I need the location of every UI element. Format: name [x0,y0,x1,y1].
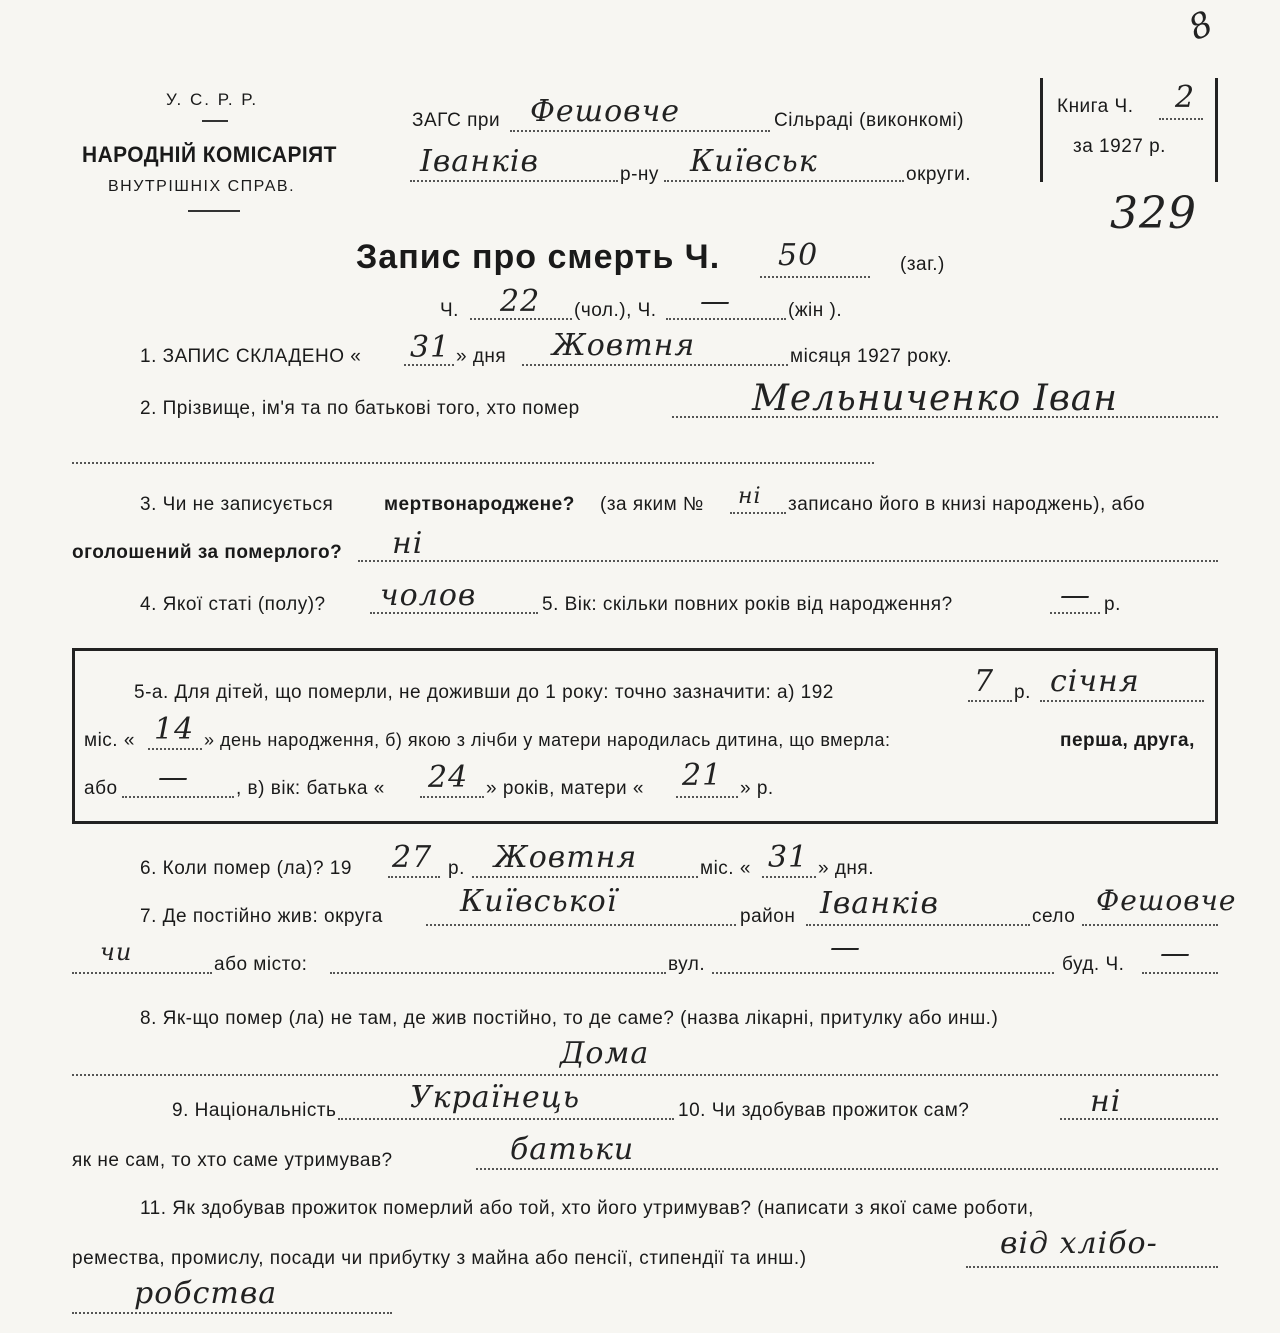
male-number: 22 [500,284,541,319]
header-divider-top [202,120,228,122]
item11-answer-line2 [72,1312,392,1314]
item11-answer2: робства [134,1276,278,1311]
item2-label: 2. Прізвище, ім'я та по батькові того, хто помер [140,398,580,419]
item7-building: — [1160,936,1191,971]
item9-label: 9. Національність [172,1100,337,1121]
item5a-month: січня [1050,664,1140,699]
item6-label: 6. Коли помер (ла)? 19 [140,858,352,879]
zags-district-line [410,180,618,182]
item10-label-b: як не сам, то хто саме утримував? [72,1150,393,1171]
item5a-line2-b: » день народження, б) якою з лічби у матери народилась дитина, що вмерла: [204,730,891,750]
item5a-father-age: 24 [428,760,469,795]
item5a-day-line [148,748,202,750]
zags-okruha: Київськ [690,144,818,179]
item5a-line1: 5-а. Для дітей, що померли, не доживши до 1 року: точно зазначити: а) 192 [134,682,834,703]
item6-mid: міс. « [700,858,751,879]
item5-age-label: 5. Вік: скільки повних років від народження? [542,594,953,615]
item5a-line3-b: , в) вік: батька « [236,778,385,799]
item1-day: 31 [410,330,451,365]
item7-building-label: буд. Ч. [1062,954,1125,975]
item8-label: 8. Як-що помер (ла) не там, де жив постійно, то де саме? (назва лікарні, притулку або инш.) [140,1008,999,1029]
item8-place: Дома [560,1036,650,1071]
item7-village-cont: чи [100,938,133,966]
commissariat-heading: НАРОДНІЙ КОМІСАРІЯТ [82,142,337,167]
item6-day-line [762,876,816,878]
margin-mark-top-right: 8 [1182,3,1221,49]
item5a-line3-d: » р. [740,778,774,799]
item1-mid: » дня [456,346,507,367]
item7-village-label: село [1032,906,1076,927]
record-number-line [760,276,870,278]
item7-district: Іванків [820,886,939,921]
item7-village: Фешовче [1096,884,1237,917]
item4-label: 4. Якої статі (полу)? [140,594,326,615]
deceased-name: Мельниченко Іван [752,378,1118,419]
item10-label: 10. Чи здобував прожиток сам? [678,1100,970,1121]
item5a-order-line [122,796,234,798]
item7-street-line [712,972,1054,974]
item7-building-line [1142,972,1218,974]
item1-month-line [522,364,788,366]
female-number: — [700,284,731,319]
item7-city-line [330,972,666,974]
item10-answer: ні [1090,1084,1122,1119]
item3-label-c: записано його в книзі народжень), або [788,494,1146,515]
item9-nationality: Українець [410,1080,581,1115]
book-label: Книга Ч. [1057,96,1134,117]
zags-prefix: ЗАГС при [412,110,501,131]
zags-okruha-line [664,180,904,182]
item1-label: 1. ЗАПИС СКЛАДЕНО « [140,346,362,367]
book-box [1040,78,1218,182]
record-title: Запис про смерть Ч. [356,238,721,276]
male-number-label: Ч. [440,300,459,321]
item7-street-label: вул. [668,954,706,975]
item5-age: — [1060,578,1091,613]
ussr-heading: У. С. Р. Р. [166,90,259,109]
zags-district-suffix: р-ну [620,164,659,185]
item5a-day: 14 [154,712,195,747]
item6-day: 31 [768,840,809,875]
item6-year-unit: р. [448,858,465,879]
item8-place-line [72,1074,1218,1076]
item5a-month-line [1040,700,1204,702]
item5a-year-line [968,700,1012,702]
internal-affairs-heading: ВНУТРІШНІХ СПРАВ. [108,178,296,195]
record-number: 50 [778,238,819,273]
female-number-label: (чол.), Ч. [574,300,657,321]
item7-street: — [830,930,861,965]
item3-number: ні [738,484,762,509]
item5a-father-line [420,796,484,798]
item9-nationality-line [338,1118,674,1120]
item7-village-line [1082,924,1218,926]
item5a-line3-a: або [84,778,118,799]
item3-answer-line [358,560,1218,562]
item3-label-a: 3. Чи не записується [140,494,334,515]
item11-answer-line1 [966,1266,1218,1268]
item6-year: 27 [392,840,433,875]
item5a-order: — [158,760,189,795]
item3-label-d: оголошений за померлого? [72,542,343,563]
item5a-line3-c: » років, матери « [486,778,644,799]
item3-answer: ні [392,526,424,561]
item7-label: 7. Де постійно жив: округа [140,906,383,927]
record-number-suffix: (заг.) [900,254,945,275]
zags-village: Фешовче [530,94,681,129]
item5a-mother-line [676,796,738,798]
item11-line2: ремества, промислу, посади чи прибутку з майна або пенсії, стипендії та инш.) [72,1248,807,1269]
item7-district-line [806,924,1030,926]
female-label: (жін ). [788,300,843,321]
zags-council-label: Сільраді (виконкомі) [774,110,964,131]
item6-tail: » дня. [818,858,874,879]
item1-month: Жовтня [552,328,696,363]
item7-village-cont-line [72,972,212,974]
item3-label-stillborn: мертвонароджене? [384,494,575,515]
zags-village-line [510,130,770,132]
book-year: за 1927 р. [1073,136,1166,157]
item5a-year-unit: р. [1014,682,1031,703]
item3-number-line [730,512,786,514]
item7-city-label: або місто: [214,954,308,975]
item6-month: Жовтня [494,840,638,875]
item6-year-line [388,876,440,878]
item5a-year-digit: 7 [974,664,995,699]
item10-supporter-line [476,1168,1218,1170]
item5a-mother-age: 21 [682,758,723,793]
item2-continuation-line [72,462,874,464]
item4-sex: чолов [380,578,477,613]
item1-tail: місяця 1927 року. [790,346,953,367]
item7-district-label: район [740,906,796,927]
zags-district: Іванків [420,144,539,179]
registry-number: 329 [1110,188,1197,239]
header-divider-bottom [188,210,240,212]
item3-label-b: (за яким № [600,494,704,515]
item10-supporter: батьки [510,1132,635,1167]
item5a-line2-a: міс. « [84,730,135,751]
item7-okruha: Київської [460,884,618,919]
item5-age-unit: р. [1104,594,1121,615]
item5a-line2-bold: перша, друга, [1060,730,1195,751]
item11-answer1: від хлібо- [1000,1226,1158,1261]
book-number-line [1159,118,1203,120]
zags-okruha-suffix: округи. [906,164,972,185]
book-number: 2 [1175,80,1196,115]
item11-line1: 11. Як здобував прожиток померлий або той, хто його утримував? (написати з якої саме роботи, [140,1198,1034,1219]
item7-okruha-line [426,924,736,926]
item10-answer-line [1060,1118,1218,1120]
item6-month-line [472,876,698,878]
